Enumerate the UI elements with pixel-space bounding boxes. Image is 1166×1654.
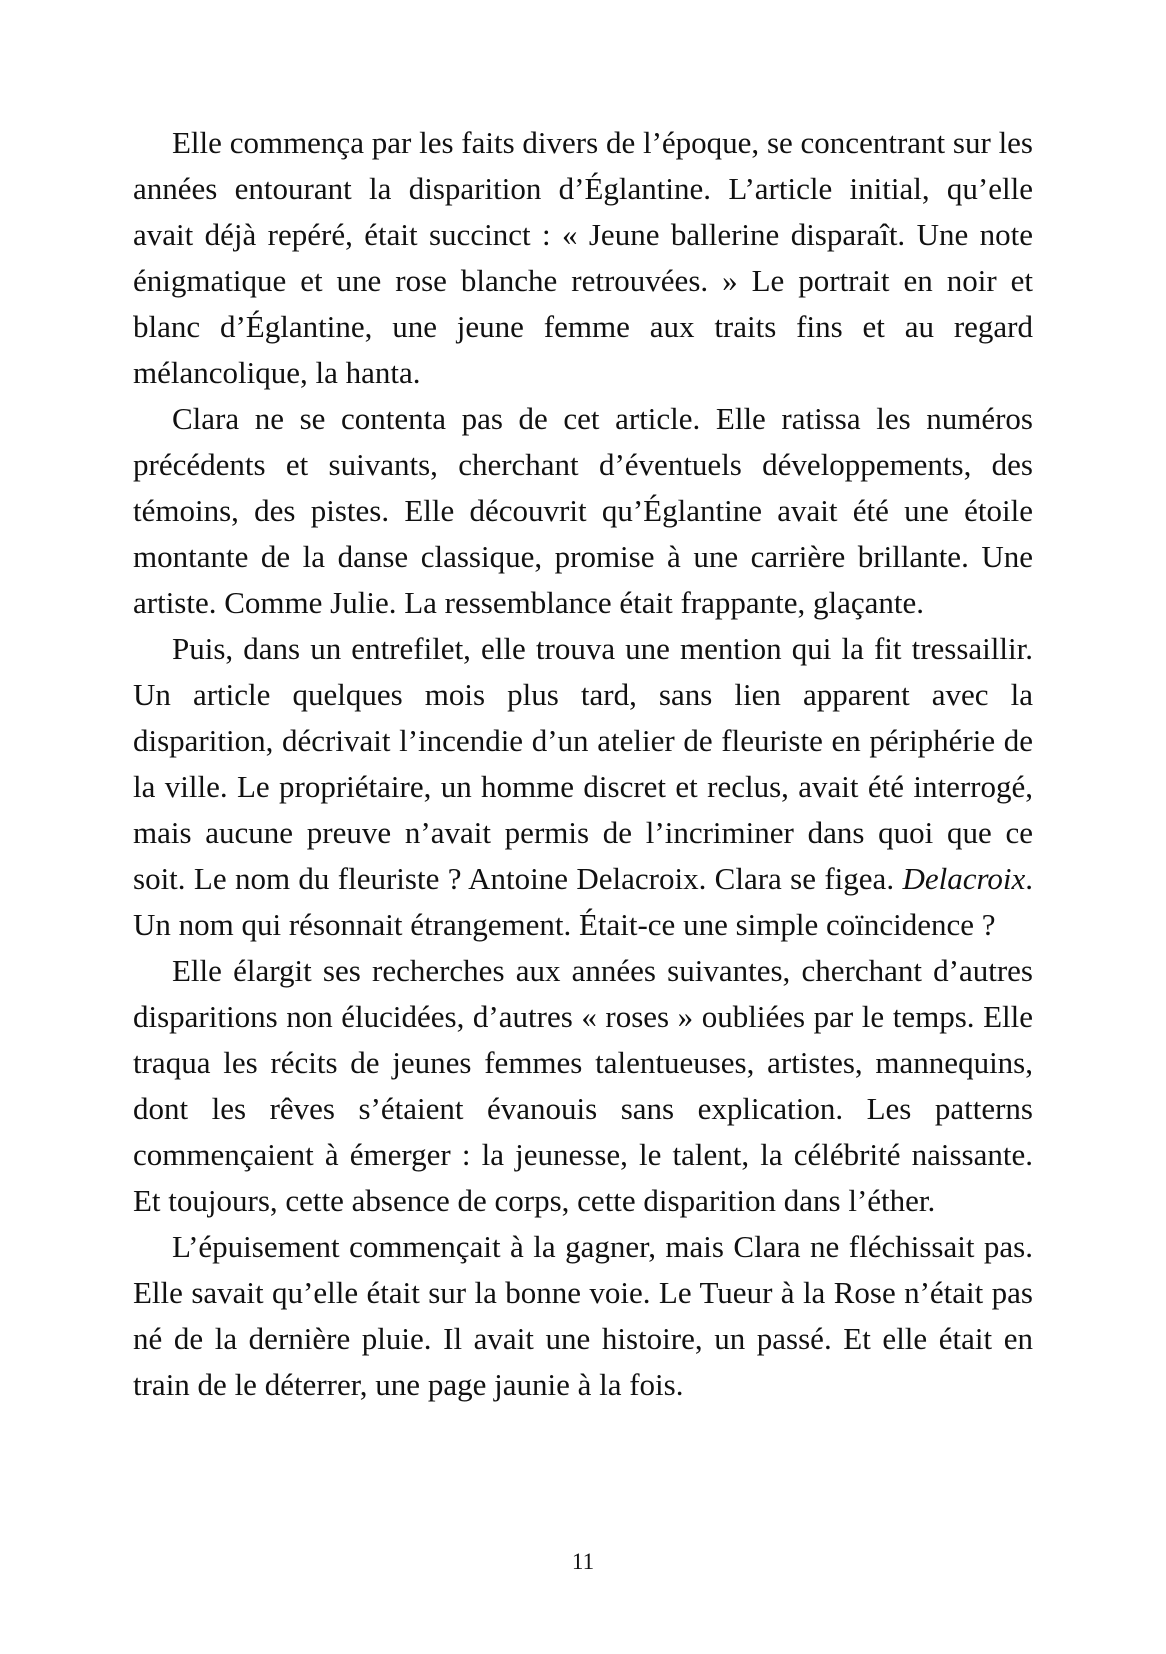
paragraph-3-text-before: Puis, dans un entrefilet, elle trouva une mention qui la fit tressaillir. Un article quelques mois plus tard, sans lien apparent avec la disparition, décrivait l’incendie d’un atelier de fleuriste en périphérie de la ville. Le propriétaire, un homme discret et reclus, avait été interrogé, mais aucune preuve n’avait permis de l’incriminer dans quoi que ce soit. Le nom du fleuriste ? Antoine Delacroix. Clara se figea. — [133, 631, 1033, 896]
paragraph-4: Elle élargit ses recherches aux années suivantes, cherchant d’autres disparitions non élucidées, d’autres « roses » oubliées par le temps. Elle traqua les récits de jeunes femmes talentueuses, artistes, mannequins, dont les rêves s’étaient évanouis sans explication. Les patterns commençaient à émerger : la jeunesse, le talent, la célébrité naissante. Et toujours, cette absence de corps, cette disparition dans l’éther. — [133, 953, 1033, 1218]
paragraph-1: Elle commença par les faits divers de l’époque, se concentrant sur les années entourant la disparition d’Églantine. L’article initial, qu’elle avait déjà repéré, était succinct : « Jeune ballerine disparaît. Une note énigmatique et une rose blanche retrouvées. » Le portrait en noir et blanc d’Églantine, une jeune femme aux traits fins et au regard mélancolique, la hanta. — [133, 125, 1033, 390]
paragraph-3 — [133, 626, 1033, 948]
body-text — [133, 120, 1033, 1408]
paragraph-3-text-after: . Un nom qui résonnait étrangement. Était-ce une simple coïncidence ? — [133, 861, 1033, 942]
italic-name: Delacroix — [902, 861, 1026, 896]
paragraph-5: L’épuisement commençait à la gagner, mais Clara ne fléchissait pas. Elle savait qu’elle était sur la bonne voie. Le Tueur à la Rose n’était pas né de la dernière pluie. Il avait une histoire, un passé. Et elle était en train de le déterrer, une page jaunie à la fois. — [133, 1229, 1033, 1402]
paragraph-2: Clara ne se contenta pas de cet article. Elle ratissa les numéros précédents et suivants, cherchant d’éventuels développements, des témoins, des pistes. Elle découvrit qu’Églantine avait été une étoile montante de la danse classique, promise à une carrière brillante. Une artiste. Comme Julie. La ressemblance était frappante, glaçante. — [133, 401, 1033, 620]
page-number: 11 — [571, 1549, 595, 1574]
